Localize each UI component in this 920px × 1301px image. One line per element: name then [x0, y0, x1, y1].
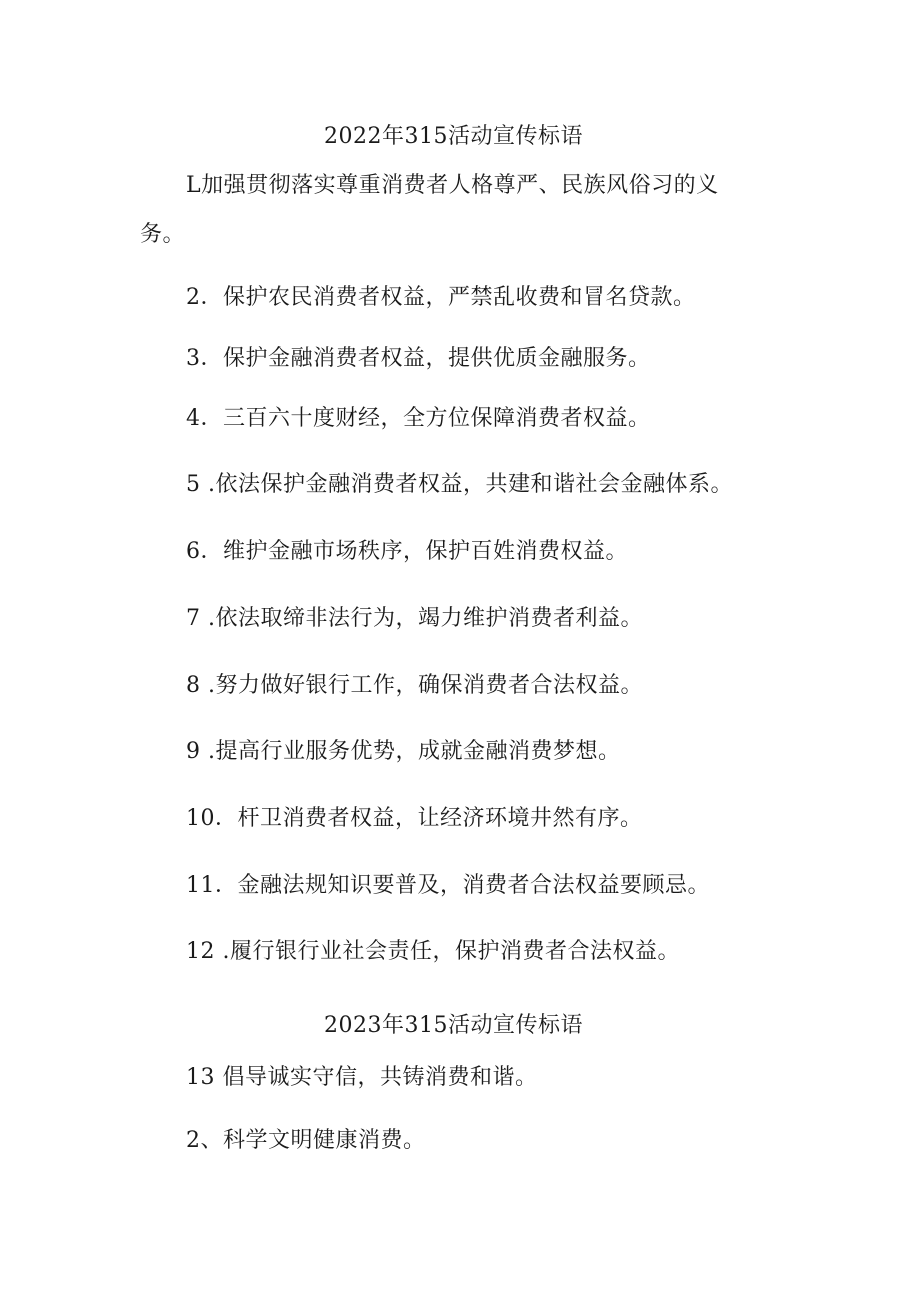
slogan-9: 9 .提高行业服务优势，成就金融消费梦想。 — [186, 739, 621, 764]
slogan-2: 2．保护农民消费者权益，严禁乱收费和冒名贷款。 — [186, 285, 696, 310]
section-heading-2022: 2022年315活动宣传标语 — [324, 124, 583, 149]
slogan-2023-2: 2、科学文明健康消费。 — [186, 1128, 426, 1153]
slogan-1-line-2: 务。 — [140, 222, 186, 247]
slogan-11: 11．金融法规知识要普及，消费者合法权益要顾忌。 — [186, 873, 710, 898]
slogan-6: 6．维护金融市场秩序，保护百姓消费权益。 — [186, 539, 628, 564]
slogan-1-line-1: L加强贯彻落实尊重消费者人格尊严、民族风俗习的义 — [186, 173, 719, 198]
slogan-12: 12 .履行银行业社会责任，保护消费者合法权益。 — [186, 939, 680, 964]
slogan-10: 10．杆卫消费者权益，让经济环境井然有序。 — [186, 806, 643, 831]
slogan-5: 5 .依法保护金融消费者权益，共建和谐社会金融体系。 — [186, 472, 733, 497]
slogan-4: 4．三百六十度财经，全方位保障消费者权益。 — [186, 406, 651, 431]
section-heading-2023: 2023年315活动宣传标语 — [324, 1013, 583, 1038]
slogan-13: 13 倡导诚实守信，共铸消费和谐。 — [186, 1065, 538, 1090]
slogan-7: 7 .依法取缔非法行为，竭力维护消费者利益。 — [186, 606, 643, 631]
slogan-3: 3．保护金融消费者权益，提供优质金融服务。 — [186, 346, 651, 371]
slogan-8: 8 .努力做好银行工作，确保消费者合法权益。 — [186, 673, 643, 698]
